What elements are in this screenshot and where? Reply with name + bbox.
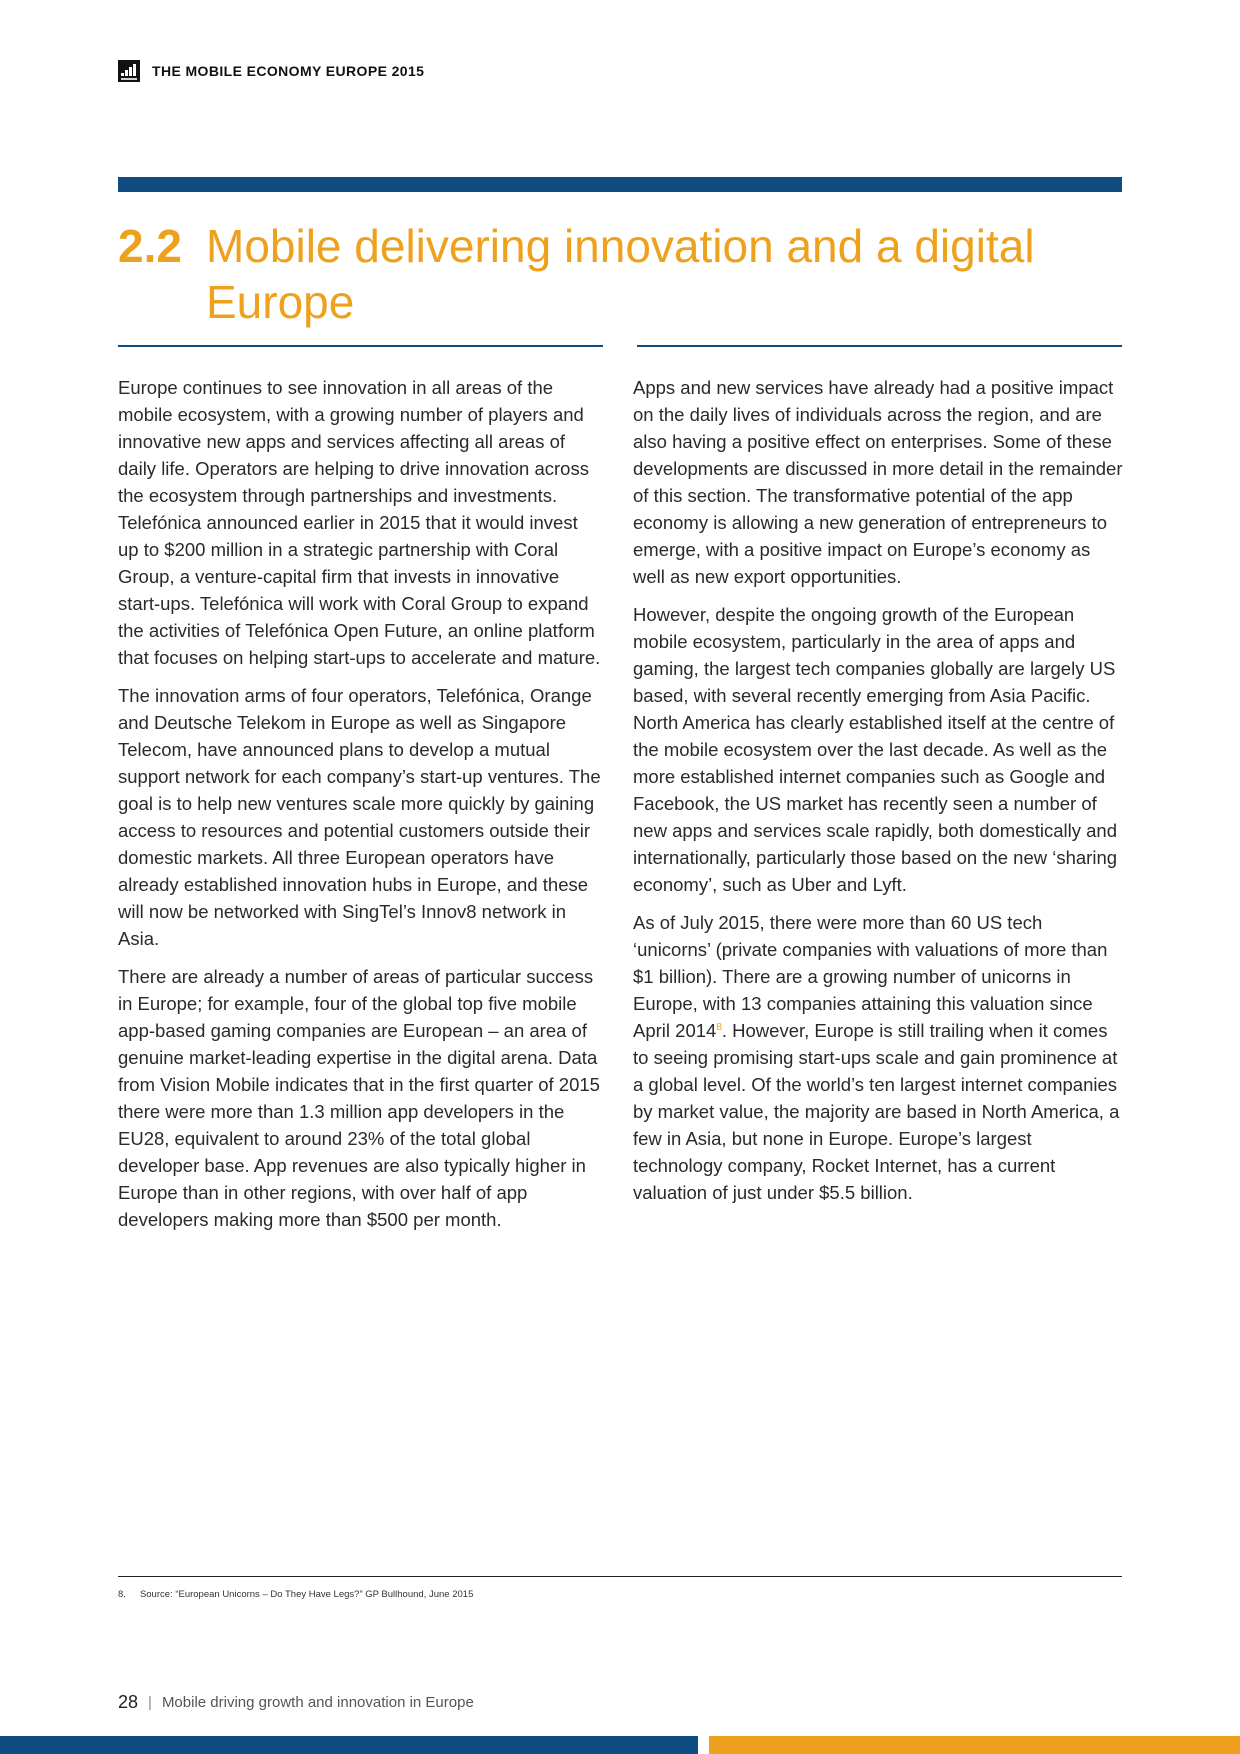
page-header: [118, 60, 424, 82]
paragraph-text: . However, Europe is still trailing when it comes to seeing promising start-ups scale and gain prominence at a global level. Of the world’s ten largest internet companies by market value, the majority are based in North America, a few in Asia, but none in Europe. Europe’s largest technology company, Rocket Internet, has a current valuation of just under $5.5 billion.: [633, 1020, 1120, 1203]
paragraph: Apps and new services have already had a positive impact on the daily lives of individuals across the region, and are also having a positive effect on enterprises. Some of these developments are discussed in more detail in the remainder of this section. The transformative potential of the app economy is allowing a new generation of entrepreneurs to emerge, with a positive impact on Europe’s economy as well as new export opportunities.: [633, 377, 1123, 587]
gsma-logo-icon: [118, 60, 140, 82]
footnote-number: 8.: [118, 1589, 126, 1600]
footer-text: Mobile driving growth and innovation in Europe: [161, 1694, 474, 1711]
page-footer: [118, 1692, 474, 1713]
footnote-text: Source: “European Unicorns – Do They Have Legs?” GP Bullhound, June 2015: [139, 1589, 474, 1600]
footer-separator: |: [148, 1694, 152, 1711]
bottom-bar-gold: [709, 1736, 1240, 1754]
paragraph: Europe continues to see innovation in all areas of the mobile ecosystem, with a growing number of players and innovative new apps and services affecting all areas of daily life. Operators are helping to drive innovation across the ecosystem through partnerships and investments. Telefónica announced earlier in 2015 that it would invest up to $200 million in a strategic partnership with Coral Group, a venture-capital firm that invests in innovative start-ups. Telefónica will work with Coral Group to expand the activities of Telefónica Open Future, an online platform that focuses on helping start-ups to accelerate and mature.: [118, 377, 601, 668]
paragraph-text: As of July 2015, there were more than 60 US tech ‘unicorns’ (private companies with valuations of more than $1 billion). There are a growing number of unicorns in Europe, with 13 companies attaining this valuation since April 2014: [633, 912, 1108, 1041]
paragraph: However, despite the ongoing growth of the European mobile ecosystem, particularly in the area of apps and gaming, the largest tech companies globally are largely US based, with several recently emerging from Asia Pacific. North America has clearly established itself at the centre of the mobile ecosystem over the last decade. As well as the more established internet companies such as Google and Facebook, the US market has recently seen a number of new apps and services scale rapidly, both domestically and internationally, particularly those based on the new ‘sharing economy’, such as Uber and Lyft.: [633, 604, 1118, 895]
publication-title: THE MOBILE ECONOMY EUROPE 2015: [152, 63, 425, 79]
footnote: [118, 1589, 473, 1600]
paragraph: There are already a number of areas of particular success in Europe; for example, four of the global top five mobile app-based gaming companies are European – an area of genuine market-leading expertise in the digital arena. Data from Vision Mobile indicates that in the first quarter of 2015 there were more than 1.3 million app developers in the EU28, equivalent to around 23% of the total global developer base. App revenues are also typically higher in Europe than in other regions, with over half of app developers making more than $500 per month.: [118, 966, 600, 1230]
bottom-bar-blue: [0, 1736, 698, 1754]
section-title: Mobile delivering innovation and a digital Europe: [206, 220, 1035, 328]
section-number: 2.2: [118, 220, 182, 272]
left-column-rule: [118, 345, 603, 347]
top-divider-bar: [118, 177, 1122, 192]
paragraph: The innovation arms of four operators, Telefónica, Orange and Deutsche Telekom in Europe as well as Singapore Telecom, have announced plans to develop a mutual support network for each company’s start-up ventures. The goal is to help new ventures scale more quickly by gaining access to resources and potential customers outside their domestic markets. All three European operators have already established innovation hubs in Europe, and these will now be networked with SingTel’s Innov8 network in Asia.: [118, 685, 601, 949]
footnote-divider: [118, 1576, 1122, 1577]
page-number: 28: [118, 1692, 139, 1712]
right-column: [633, 374, 1123, 1217]
left-column: [118, 374, 603, 1244]
right-column-rule: [637, 345, 1122, 347]
footnote-reference-link[interactable]: 8: [716, 1021, 722, 1033]
paragraph: [633, 909, 1123, 1206]
